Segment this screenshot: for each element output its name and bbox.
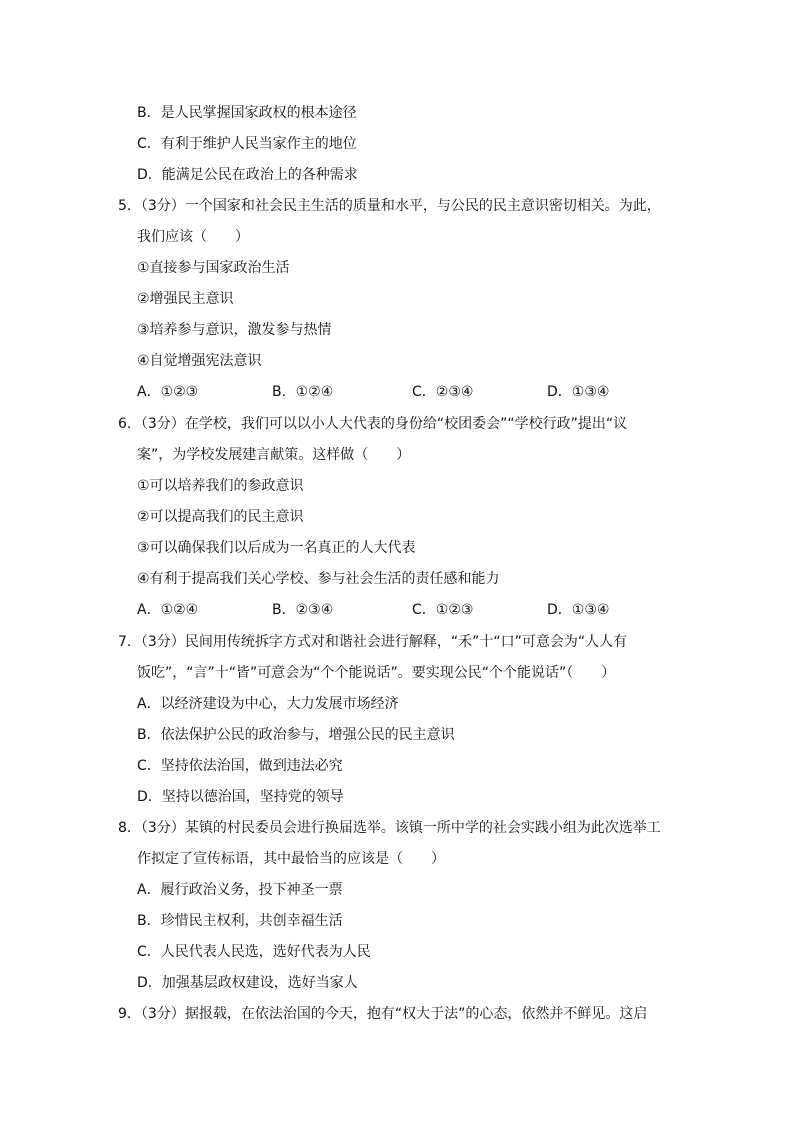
q7-option-a: A．以经济建设为中心，大力发展市场经济 xyxy=(137,696,399,712)
q6-choice-c: C．①②③ xyxy=(412,602,474,618)
q5-choice-d: D．①③④ xyxy=(547,384,610,400)
q7-option-c: C．坚持依法治国，做到违法必究 xyxy=(137,758,343,774)
q4-option-c: C．有利于维护人民当家作主的地位 xyxy=(137,136,357,152)
q5-stem-line-2: 我们应该（ ） xyxy=(137,229,249,245)
q8-option-c: C．人民代表人民选，选好代表为人民 xyxy=(137,944,371,960)
q5-statement-3: ③培养参与意识，激发参与热情 xyxy=(137,322,332,338)
q6-stem-line-1: 6．（3分）在学校，我们可以以小人大代表的身份给“校团委会”“学校行政”提出“议 xyxy=(118,416,628,432)
q6-statement-1: ①可以培养我们的参政意识 xyxy=(137,478,304,494)
q5-choice-b: B．①②④ xyxy=(272,384,334,400)
q6-statement-3: ③可以确保我们以后成为一名真正的人大代表 xyxy=(137,540,416,556)
q7-option-d: D．坚持以德治国，坚持党的领导 xyxy=(137,789,344,805)
q6-statement-2: ②可以提高我们的民主意识 xyxy=(137,509,304,525)
q8-stem-line-2: 作拟定了宣传标语，其中最恰当的应该是（ ） xyxy=(137,851,445,867)
q5-statement-2: ②增强民主意识 xyxy=(137,291,234,307)
q8-option-d: D．加强基层政权建设，选好当家人 xyxy=(137,975,358,991)
q9-stem-line-1: 9．（3分）据报载，在依法治国的今天，抱有“权大于法”的心态，依然并不鲜见。这启 xyxy=(118,1006,648,1022)
q8-option-b: B．珍惜民主权利，共创幸福生活 xyxy=(137,913,343,929)
q5-choice-a: A．①②③ xyxy=(137,384,199,400)
q7-stem-line-1: 7．（3分）民间用传统拆字方式对和谐社会进行解释，“禾”十“口”可意会为“人人有 xyxy=(118,634,628,650)
q5-statement-4: ④自觉增强宪法意识 xyxy=(137,353,262,369)
q6-stem-line-2: 案”，为学校发展建言献策。这样做（ ） xyxy=(137,447,411,463)
q6-statement-4: ④有利于提高我们关心学校、参与社会生活的责任感和能力 xyxy=(137,571,500,587)
q8-option-a: A．履行政治义务，投下神圣一票 xyxy=(137,882,343,898)
q6-choice-b: B．②③④ xyxy=(272,602,334,618)
q7-option-b: B．依法保护公民的政治参与，增强公民的民主意识 xyxy=(137,727,455,743)
q7-stem-line-2: 饭吃”，“言”十“皆”可意会为“个个能说话”。要实现公民“个个能说话”（ ） xyxy=(137,665,616,681)
q4-option-d: D．能满足公民在政治上的各种需求 xyxy=(137,167,358,183)
q5-choice-c: C．②③④ xyxy=(412,384,474,400)
q4-option-b: B．是人民掌握国家政权的根本途径 xyxy=(137,105,357,121)
q6-choice-d: D．①③④ xyxy=(547,602,610,618)
q5-statement-1: ①直接参与国家政治生活 xyxy=(137,260,290,276)
q8-stem-line-1: 8．（3分）某镇的村民委员会进行换届选举。该镇一所中学的社会实践小组为此次选举工 xyxy=(118,820,661,836)
q5-stem-line-1: 5．（3分）一个国家和社会民主生活的质量和水平，与公民的民主意识密切相关。为此， xyxy=(118,198,661,214)
q6-choice-a: A．①②④ xyxy=(137,602,199,618)
